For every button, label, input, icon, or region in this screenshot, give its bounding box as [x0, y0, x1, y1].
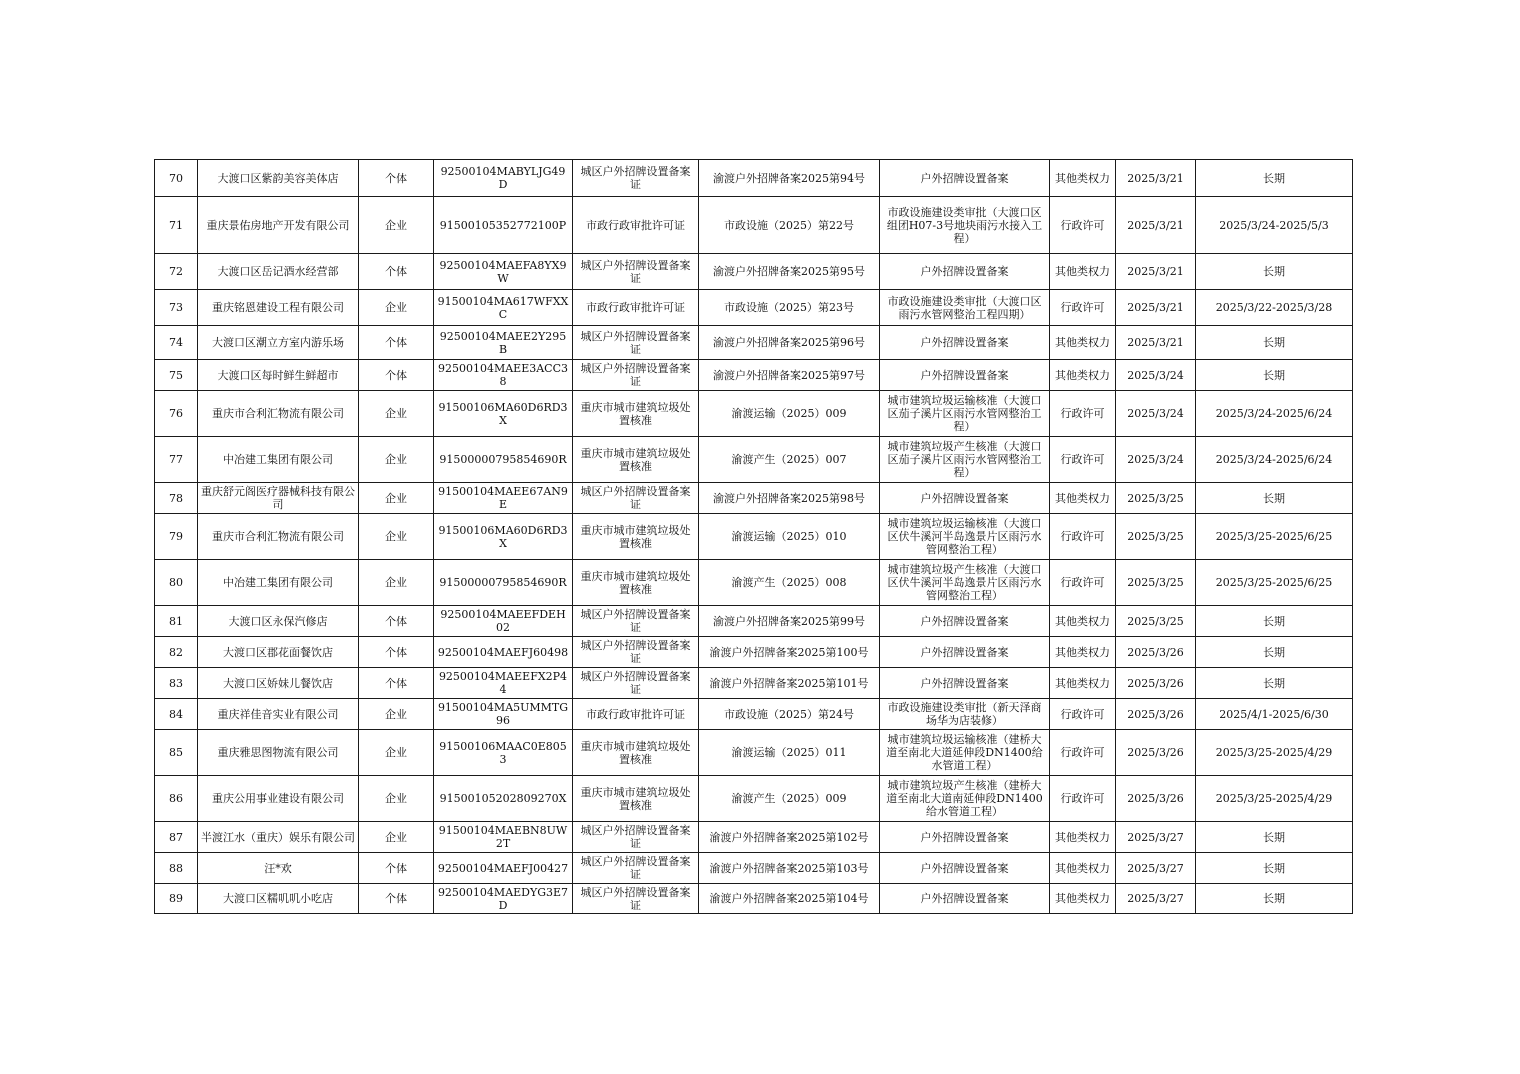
cell-no: 81 [155, 606, 198, 637]
cell-name: 重庆舒元阁医疗器械科技有限公司 [198, 483, 359, 514]
permit-table [154, 159, 1353, 914]
table-row [155, 254, 1353, 290]
table-row [155, 197, 1353, 254]
cell-type: 企业 [359, 822, 434, 853]
cell-docno: 渝渡户外招牌备案2025第101号 [699, 668, 880, 699]
cell-code: 91500105202809270X [434, 776, 573, 822]
cell-cat: 其他类权力 [1050, 254, 1116, 290]
cell-type: 企业 [359, 514, 434, 560]
cell-no: 88 [155, 853, 198, 884]
cell-code: 91500106MA60D6RD3X [434, 391, 573, 437]
cell-type: 企业 [359, 730, 434, 776]
cell-code: 91500104MAEBN8UW2T [434, 822, 573, 853]
cell-doc: 城区户外招牌设置备案证 [573, 160, 699, 197]
cell-name: 重庆市合利汇物流有限公司 [198, 514, 359, 560]
table-row [155, 853, 1353, 884]
cell-no: 78 [155, 483, 198, 514]
cell-name: 重庆雅思图物流有限公司 [198, 730, 359, 776]
cell-code: 91500105352772100P [434, 197, 573, 254]
cell-valid: 2025/3/24-2025/5/3 [1196, 197, 1353, 254]
cell-valid: 2025/3/25-2025/6/25 [1196, 514, 1353, 560]
cell-valid: 长期 [1196, 160, 1353, 197]
cell-content: 城市建筑垃圾产生核准（大渡口区茄子溪片区雨污水管网整治工程） [880, 437, 1050, 483]
cell-no: 70 [155, 160, 198, 197]
cell-content: 城市建筑垃圾产生核准（大渡口区伏牛溪河半岛逸景片区雨污水管网整治工程） [880, 560, 1050, 606]
cell-code: 91500104MA5UMMTG96 [434, 699, 573, 730]
cell-code: 91500000795854690R [434, 437, 573, 483]
cell-content: 户外招牌设置备案 [880, 884, 1050, 914]
cell-docno: 渝渡产生（2025）009 [699, 776, 880, 822]
cell-docno: 渝渡户外招牌备案2025第99号 [699, 606, 880, 637]
cell-content: 市政设施建设类审批（新天泽商场华为店装修） [880, 699, 1050, 730]
cell-content: 城市建筑垃圾运输核准（大渡口区茄子溪片区雨污水管网整治工程） [880, 391, 1050, 437]
cell-date: 2025/3/27 [1116, 822, 1196, 853]
cell-date: 2025/3/26 [1116, 730, 1196, 776]
table-row [155, 483, 1353, 514]
cell-content: 市政设施建设类审批（大渡口区雨污水管网整治工程四期） [880, 290, 1050, 326]
cell-valid: 2025/3/25-2025/4/29 [1196, 730, 1353, 776]
cell-date: 2025/3/25 [1116, 606, 1196, 637]
cell-type: 个体 [359, 360, 434, 391]
cell-no: 79 [155, 514, 198, 560]
cell-docno: 渝渡户外招牌备案2025第103号 [699, 853, 880, 884]
cell-doc: 城区户外招牌设置备案证 [573, 822, 699, 853]
cell-type: 企业 [359, 699, 434, 730]
cell-doc: 城区户外招牌设置备案证 [573, 637, 699, 668]
cell-doc: 城区户外招牌设置备案证 [573, 360, 699, 391]
cell-name: 重庆铭恩建设工程有限公司 [198, 290, 359, 326]
cell-valid: 2025/4/1-2025/6/30 [1196, 699, 1353, 730]
cell-code: 91500106MA60D6RD3X [434, 514, 573, 560]
cell-doc: 重庆市城市建筑垃圾处置核准 [573, 514, 699, 560]
cell-docno: 市政设施（2025）第23号 [699, 290, 880, 326]
cell-date: 2025/3/26 [1116, 637, 1196, 668]
cell-valid: 长期 [1196, 853, 1353, 884]
table-row [155, 699, 1353, 730]
table-row [155, 391, 1353, 437]
cell-valid: 长期 [1196, 668, 1353, 699]
cell-content: 市政设施建设类审批（大渡口区组团H07-3号地块雨污水接入工程） [880, 197, 1050, 254]
cell-cat: 其他类权力 [1050, 637, 1116, 668]
cell-docno: 渝渡户外招牌备案2025第104号 [699, 884, 880, 914]
cell-cat: 其他类权力 [1050, 160, 1116, 197]
cell-cat: 其他类权力 [1050, 884, 1116, 914]
cell-valid: 长期 [1196, 637, 1353, 668]
cell-doc: 重庆市城市建筑垃圾处置核准 [573, 776, 699, 822]
cell-docno: 市政设施（2025）第24号 [699, 699, 880, 730]
cell-name: 重庆市合利汇物流有限公司 [198, 391, 359, 437]
cell-docno: 渝渡户外招牌备案2025第98号 [699, 483, 880, 514]
cell-cat: 行政许可 [1050, 730, 1116, 776]
cell-no: 76 [155, 391, 198, 437]
cell-date: 2025/3/24 [1116, 391, 1196, 437]
cell-type: 个体 [359, 668, 434, 699]
cell-code: 92500104MAEE3ACC38 [434, 360, 573, 391]
table-row [155, 360, 1353, 391]
cell-name: 大渡口区郡花面餐饮店 [198, 637, 359, 668]
cell-docno: 渝渡户外招牌备案2025第94号 [699, 160, 880, 197]
table-row [155, 560, 1353, 606]
cell-doc: 城区户外招牌设置备案证 [573, 483, 699, 514]
cell-code: 92500104MAEFA8YX9W [434, 254, 573, 290]
cell-doc: 城区户外招牌设置备案证 [573, 254, 699, 290]
cell-code: 92500104MAEFJ60498 [434, 637, 573, 668]
cell-no: 85 [155, 730, 198, 776]
cell-type: 企业 [359, 290, 434, 326]
cell-type: 企业 [359, 776, 434, 822]
cell-cat: 其他类权力 [1050, 853, 1116, 884]
cell-valid: 长期 [1196, 822, 1353, 853]
cell-doc: 重庆市城市建筑垃圾处置核准 [573, 560, 699, 606]
cell-doc: 市政行政审批许可证 [573, 290, 699, 326]
cell-doc: 市政行政审批许可证 [573, 197, 699, 254]
cell-name: 中冶建工集团有限公司 [198, 560, 359, 606]
cell-type: 个体 [359, 884, 434, 914]
cell-date: 2025/3/21 [1116, 326, 1196, 360]
cell-valid: 2025/3/24-2025/6/24 [1196, 437, 1353, 483]
cell-date: 2025/3/26 [1116, 668, 1196, 699]
cell-valid: 2025/3/25-2025/4/29 [1196, 776, 1353, 822]
cell-docno: 渝渡运输（2025）009 [699, 391, 880, 437]
cell-docno: 渝渡运输（2025）010 [699, 514, 880, 560]
cell-code: 92500104MAEFJ00427 [434, 853, 573, 884]
cell-valid: 长期 [1196, 254, 1353, 290]
table-row [155, 668, 1353, 699]
cell-doc: 市政行政审批许可证 [573, 699, 699, 730]
cell-name: 大渡口区紫韵美容美体店 [198, 160, 359, 197]
cell-no: 72 [155, 254, 198, 290]
cell-content: 城市建筑垃圾运输核准（大渡口区伏牛溪河半岛逸景片区雨污水管网整治工程） [880, 514, 1050, 560]
cell-no: 87 [155, 822, 198, 853]
cell-code: 91500104MA617WFXXC [434, 290, 573, 326]
cell-docno: 市政设施（2025）第22号 [699, 197, 880, 254]
cell-type: 个体 [359, 160, 434, 197]
cell-docno: 渝渡户外招牌备案2025第97号 [699, 360, 880, 391]
cell-content: 户外招牌设置备案 [880, 606, 1050, 637]
cell-docno: 渝渡产生（2025）007 [699, 437, 880, 483]
cell-content: 城市建筑垃圾运输核准（建桥大道至南北大道延伸段DN1400给水管道工程） [880, 730, 1050, 776]
cell-type: 个体 [359, 637, 434, 668]
cell-docno: 渝渡户外招牌备案2025第96号 [699, 326, 880, 360]
cell-date: 2025/3/21 [1116, 254, 1196, 290]
cell-content: 城市建筑垃圾产生核准（建桥大道至南北大道南延伸段DN1400给水管道工程） [880, 776, 1050, 822]
cell-name: 重庆公用事业建设有限公司 [198, 776, 359, 822]
cell-name: 大渡口区岳记酒水经营部 [198, 254, 359, 290]
cell-content: 户外招牌设置备案 [880, 160, 1050, 197]
cell-date: 2025/3/25 [1116, 483, 1196, 514]
table-row [155, 290, 1353, 326]
cell-name: 重庆祥佳音实业有限公司 [198, 699, 359, 730]
cell-no: 74 [155, 326, 198, 360]
cell-cat: 行政许可 [1050, 391, 1116, 437]
cell-docno: 渝渡户外招牌备案2025第100号 [699, 637, 880, 668]
cell-no: 71 [155, 197, 198, 254]
cell-no: 73 [155, 290, 198, 326]
cell-name: 大渡口区永保汽修店 [198, 606, 359, 637]
cell-cat: 行政许可 [1050, 699, 1116, 730]
cell-code: 92500104MAEEFDEH02 [434, 606, 573, 637]
cell-doc: 城区户外招牌设置备案证 [573, 853, 699, 884]
cell-name: 大渡口区潮立方室内游乐场 [198, 326, 359, 360]
table-row [155, 730, 1353, 776]
cell-date: 2025/3/26 [1116, 699, 1196, 730]
cell-date: 2025/3/24 [1116, 360, 1196, 391]
cell-doc: 城区户外招牌设置备案证 [573, 884, 699, 914]
cell-cat: 其他类权力 [1050, 326, 1116, 360]
cell-valid: 2025/3/24-2025/6/24 [1196, 391, 1353, 437]
cell-cat: 行政许可 [1050, 197, 1116, 254]
cell-type: 个体 [359, 254, 434, 290]
cell-name: 大渡口区娇妹儿餐饮店 [198, 668, 359, 699]
cell-cat: 其他类权力 [1050, 822, 1116, 853]
cell-type: 个体 [359, 606, 434, 637]
cell-cat: 其他类权力 [1050, 606, 1116, 637]
table-row [155, 514, 1353, 560]
cell-content: 户外招牌设置备案 [880, 360, 1050, 391]
cell-valid: 2025/3/22-2025/3/28 [1196, 290, 1353, 326]
cell-name: 半渡江水（重庆）娱乐有限公司 [198, 822, 359, 853]
cell-cat: 其他类权力 [1050, 668, 1116, 699]
cell-name: 大渡口区每时鲜生鲜超市 [198, 360, 359, 391]
cell-doc: 重庆市城市建筑垃圾处置核准 [573, 437, 699, 483]
table-row [155, 160, 1353, 197]
cell-cat: 其他类权力 [1050, 483, 1116, 514]
cell-date: 2025/3/25 [1116, 514, 1196, 560]
cell-name: 汪*欢 [198, 853, 359, 884]
cell-type: 企业 [359, 437, 434, 483]
cell-name: 重庆景佑房地产开发有限公司 [198, 197, 359, 254]
cell-cat: 其他类权力 [1050, 360, 1116, 391]
cell-doc: 城区户外招牌设置备案证 [573, 326, 699, 360]
cell-cat: 行政许可 [1050, 514, 1116, 560]
cell-code: 92500104MABYLJG49D [434, 160, 573, 197]
cell-content: 户外招牌设置备案 [880, 668, 1050, 699]
cell-no: 82 [155, 637, 198, 668]
cell-valid: 长期 [1196, 884, 1353, 914]
cell-code: 91500106MAAC0E8053 [434, 730, 573, 776]
cell-doc: 重庆市城市建筑垃圾处置核准 [573, 730, 699, 776]
cell-doc: 城区户外招牌设置备案证 [573, 606, 699, 637]
cell-content: 户外招牌设置备案 [880, 853, 1050, 884]
cell-no: 77 [155, 437, 198, 483]
cell-doc: 重庆市城市建筑垃圾处置核准 [573, 391, 699, 437]
cell-code: 91500104MAEE67AN9E [434, 483, 573, 514]
cell-no: 83 [155, 668, 198, 699]
cell-code: 92500104MAEE2Y295B [434, 326, 573, 360]
cell-docno: 渝渡户外招牌备案2025第95号 [699, 254, 880, 290]
cell-date: 2025/3/25 [1116, 560, 1196, 606]
cell-valid: 长期 [1196, 360, 1353, 391]
cell-cat: 行政许可 [1050, 437, 1116, 483]
cell-cat: 行政许可 [1050, 560, 1116, 606]
table-row [155, 437, 1353, 483]
cell-code: 91500000795854690R [434, 560, 573, 606]
cell-name: 大渡口区糯叽叽小吃店 [198, 884, 359, 914]
table-row [155, 326, 1353, 360]
cell-content: 户外招牌设置备案 [880, 254, 1050, 290]
cell-no: 84 [155, 699, 198, 730]
cell-date: 2025/3/27 [1116, 884, 1196, 914]
cell-content: 户外招牌设置备案 [880, 326, 1050, 360]
cell-cat: 行政许可 [1050, 776, 1116, 822]
cell-type: 企业 [359, 391, 434, 437]
table-row [155, 822, 1353, 853]
table-row [155, 606, 1353, 637]
cell-type: 个体 [359, 326, 434, 360]
cell-code: 92500104MAEDYG3E7D [434, 884, 573, 914]
cell-code: 92500104MAEEFX2P44 [434, 668, 573, 699]
cell-no: 89 [155, 884, 198, 914]
cell-type: 企业 [359, 197, 434, 254]
cell-date: 2025/3/21 [1116, 197, 1196, 254]
cell-valid: 长期 [1196, 326, 1353, 360]
cell-no: 86 [155, 776, 198, 822]
cell-type: 企业 [359, 483, 434, 514]
cell-valid: 长期 [1196, 483, 1353, 514]
cell-content: 户外招牌设置备案 [880, 483, 1050, 514]
cell-date: 2025/3/26 [1116, 776, 1196, 822]
cell-content: 户外招牌设置备案 [880, 822, 1050, 853]
cell-date: 2025/3/24 [1116, 437, 1196, 483]
cell-no: 80 [155, 560, 198, 606]
cell-type: 个体 [359, 853, 434, 884]
cell-cat: 行政许可 [1050, 290, 1116, 326]
cell-docno: 渝渡运输（2025）011 [699, 730, 880, 776]
cell-name: 中冶建工集团有限公司 [198, 437, 359, 483]
cell-doc: 城区户外招牌设置备案证 [573, 668, 699, 699]
cell-date: 2025/3/21 [1116, 160, 1196, 197]
cell-valid: 2025/3/25-2025/6/25 [1196, 560, 1353, 606]
cell-content: 户外招牌设置备案 [880, 637, 1050, 668]
cell-date: 2025/3/27 [1116, 853, 1196, 884]
cell-type: 企业 [359, 560, 434, 606]
cell-no: 75 [155, 360, 198, 391]
table-row [155, 637, 1353, 668]
cell-date: 2025/3/21 [1116, 290, 1196, 326]
cell-docno: 渝渡产生（2025）008 [699, 560, 880, 606]
table-row [155, 776, 1353, 822]
table-row [155, 884, 1353, 914]
cell-docno: 渝渡户外招牌备案2025第102号 [699, 822, 880, 853]
cell-valid: 长期 [1196, 606, 1353, 637]
